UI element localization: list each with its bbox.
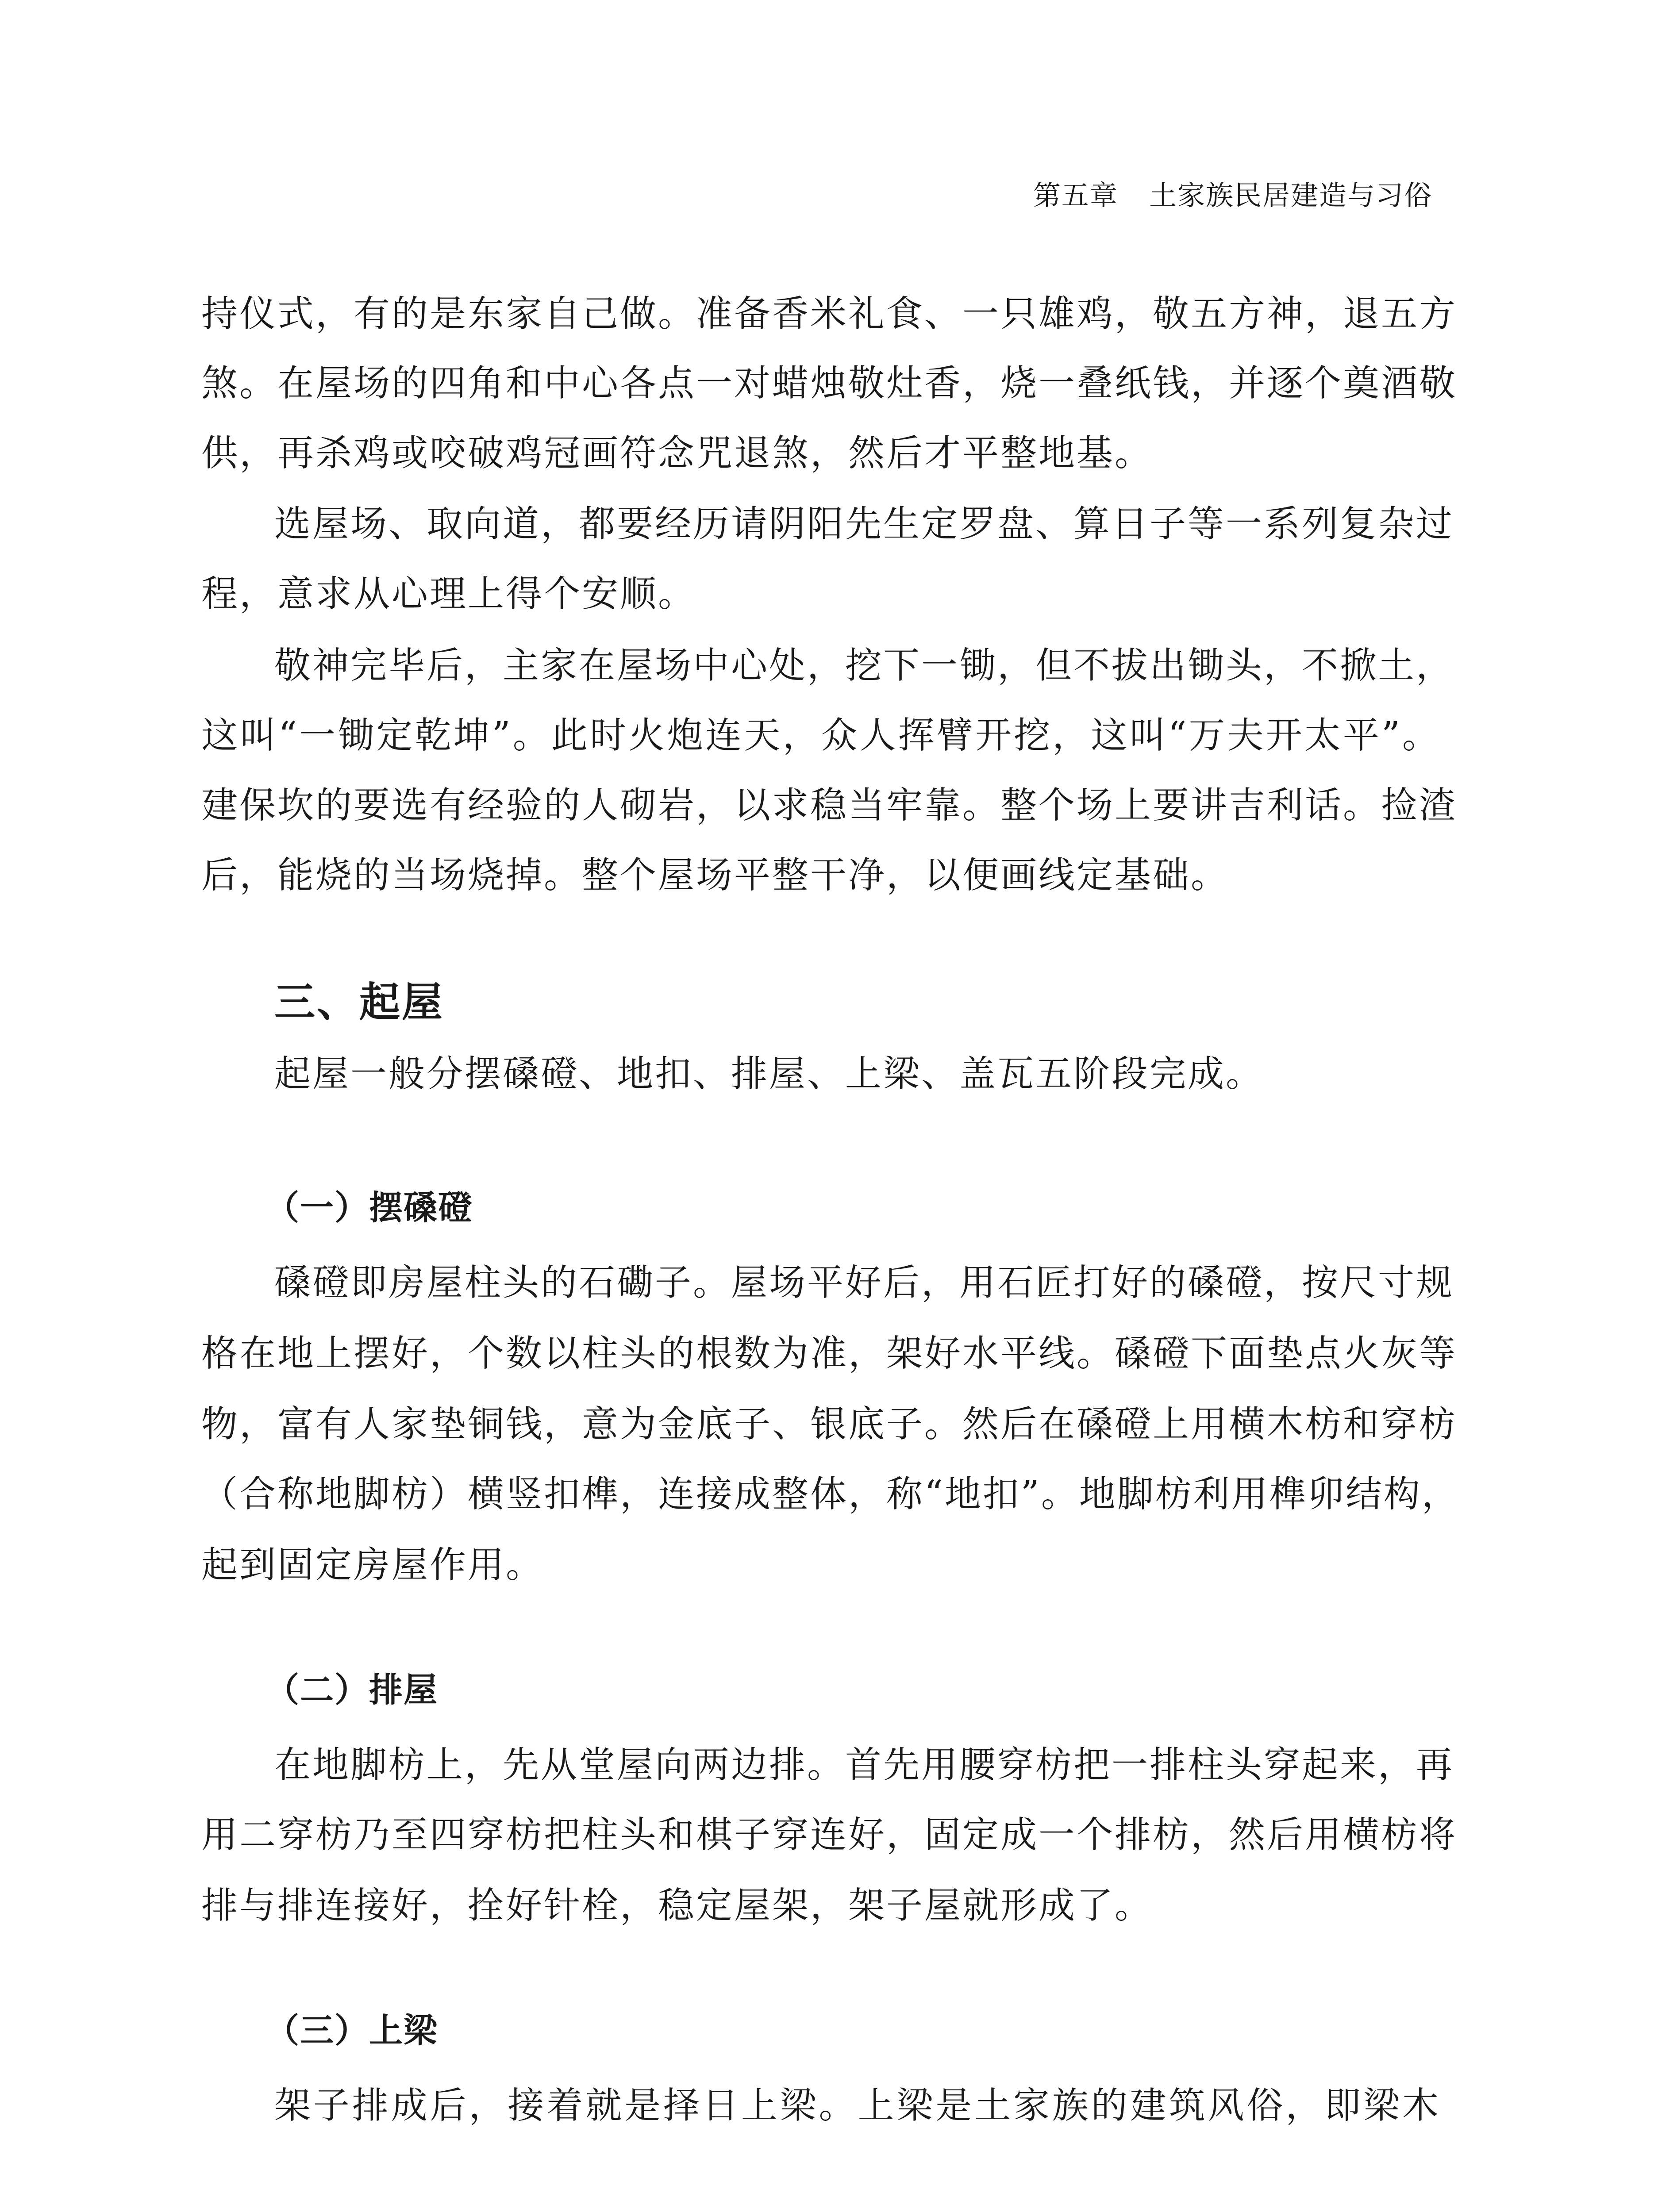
subsection-2-line-1: 在地脚枋上，先从堂屋向两边排。首先用腰穿枋把一排柱头穿起来，再 xyxy=(274,1744,1454,1786)
chapter-number: 第五章 xyxy=(1033,179,1118,211)
subsection-1-line-1: 磉磴即房屋柱头的石磡子。屋场平好后，用石匠打好的磉磴，按尺寸规 xyxy=(274,1262,1454,1304)
paragraph-3-line-1: 敬神完毕后，主家在屋场中心处，挖下一锄，但不拔出锄头，不掀土， xyxy=(274,645,1454,687)
subsection-3-line-1: 架子排成后，接着就是择日上梁。上梁是土家族的建筑风俗，即梁木 xyxy=(274,2085,1440,2127)
subsection-3-heading: （三）上梁 xyxy=(265,2011,438,2050)
subsection-1-line-3: 物，富有人家垫铜钱，意为金底子、银底子。然后在磉磴上用横木枋和穿枋 xyxy=(201,1403,1458,1445)
section-intro: 起屋一般分摆磉磴、地扣、排屋、上梁、盖瓦五阶段完成。 xyxy=(274,1053,1264,1095)
chapter-title: 土家族民居建造与习俗 xyxy=(1149,179,1432,211)
paragraph-1-line-1: 持仪式，有的是东家自己做。准备香米礼食、一只雄鸡，敬五方神，退五方 xyxy=(201,293,1458,335)
subsection-2-line-2: 用二穿枋乃至四穿枋把柱头和棋子穿连好，固定成一个排枋，然后用横枋将 xyxy=(201,1814,1458,1856)
page-number xyxy=(1398,2210,1439,2212)
paragraph-3-line-3: 建保坎的要选有经验的人砌岩，以求稳当牢靠。整个场上要讲吉利话。捡渣 xyxy=(201,784,1458,826)
running-head xyxy=(1033,178,1432,213)
subsection-2-line-3: 排与排连接好，拴好针栓，稳定屋架，架子屋就形成了。 xyxy=(201,1885,1153,1927)
subsection-1-line-5: 起到固定房屋作用。 xyxy=(201,1544,544,1586)
paragraph-2-line-1: 选屋场、取向道，都要经历请阴阳先生定罗盘、算日子等一系列复杂过 xyxy=(274,503,1454,545)
subsection-1-line-2: 格在地上摆好，个数以柱头的根数为准，架好水平线。磉磴下面垫点火灰等 xyxy=(201,1333,1458,1375)
paragraph-1-line-3: 供，再杀鸡或咬破鸡冠画符念咒退煞，然后才平整地基。 xyxy=(201,432,1153,474)
paragraph-2-line-2: 程，意求从心理上得个安顺。 xyxy=(201,573,696,615)
subsection-2-heading: （二）排屋 xyxy=(265,1670,438,1709)
paragraph-3-line-4: 后，能烧的当场烧掉。整个屋场平整干净，以便画线定基础。 xyxy=(201,854,1229,896)
paragraph-1-line-2: 煞。在屋场的四角和中心各点一对蜡烛敬灶香，烧一叠纸钱，并逐个奠酒敬 xyxy=(201,362,1458,404)
section-heading: 三、起屋 xyxy=(274,978,445,1026)
subsection-1-line-4: （合称地脚枋）横竖扣榫，连接成整体，称“地扣”。地脚枋利用榫卯结构， xyxy=(201,1473,1460,1515)
paragraph-3-line-2: 这叫“一锄定乾坤”。此时火炮连天，众人挥臂开挖，这叫“万夫开太平”。 xyxy=(201,714,1440,757)
subsection-1-heading: （一）摆磉磴 xyxy=(265,1188,473,1227)
